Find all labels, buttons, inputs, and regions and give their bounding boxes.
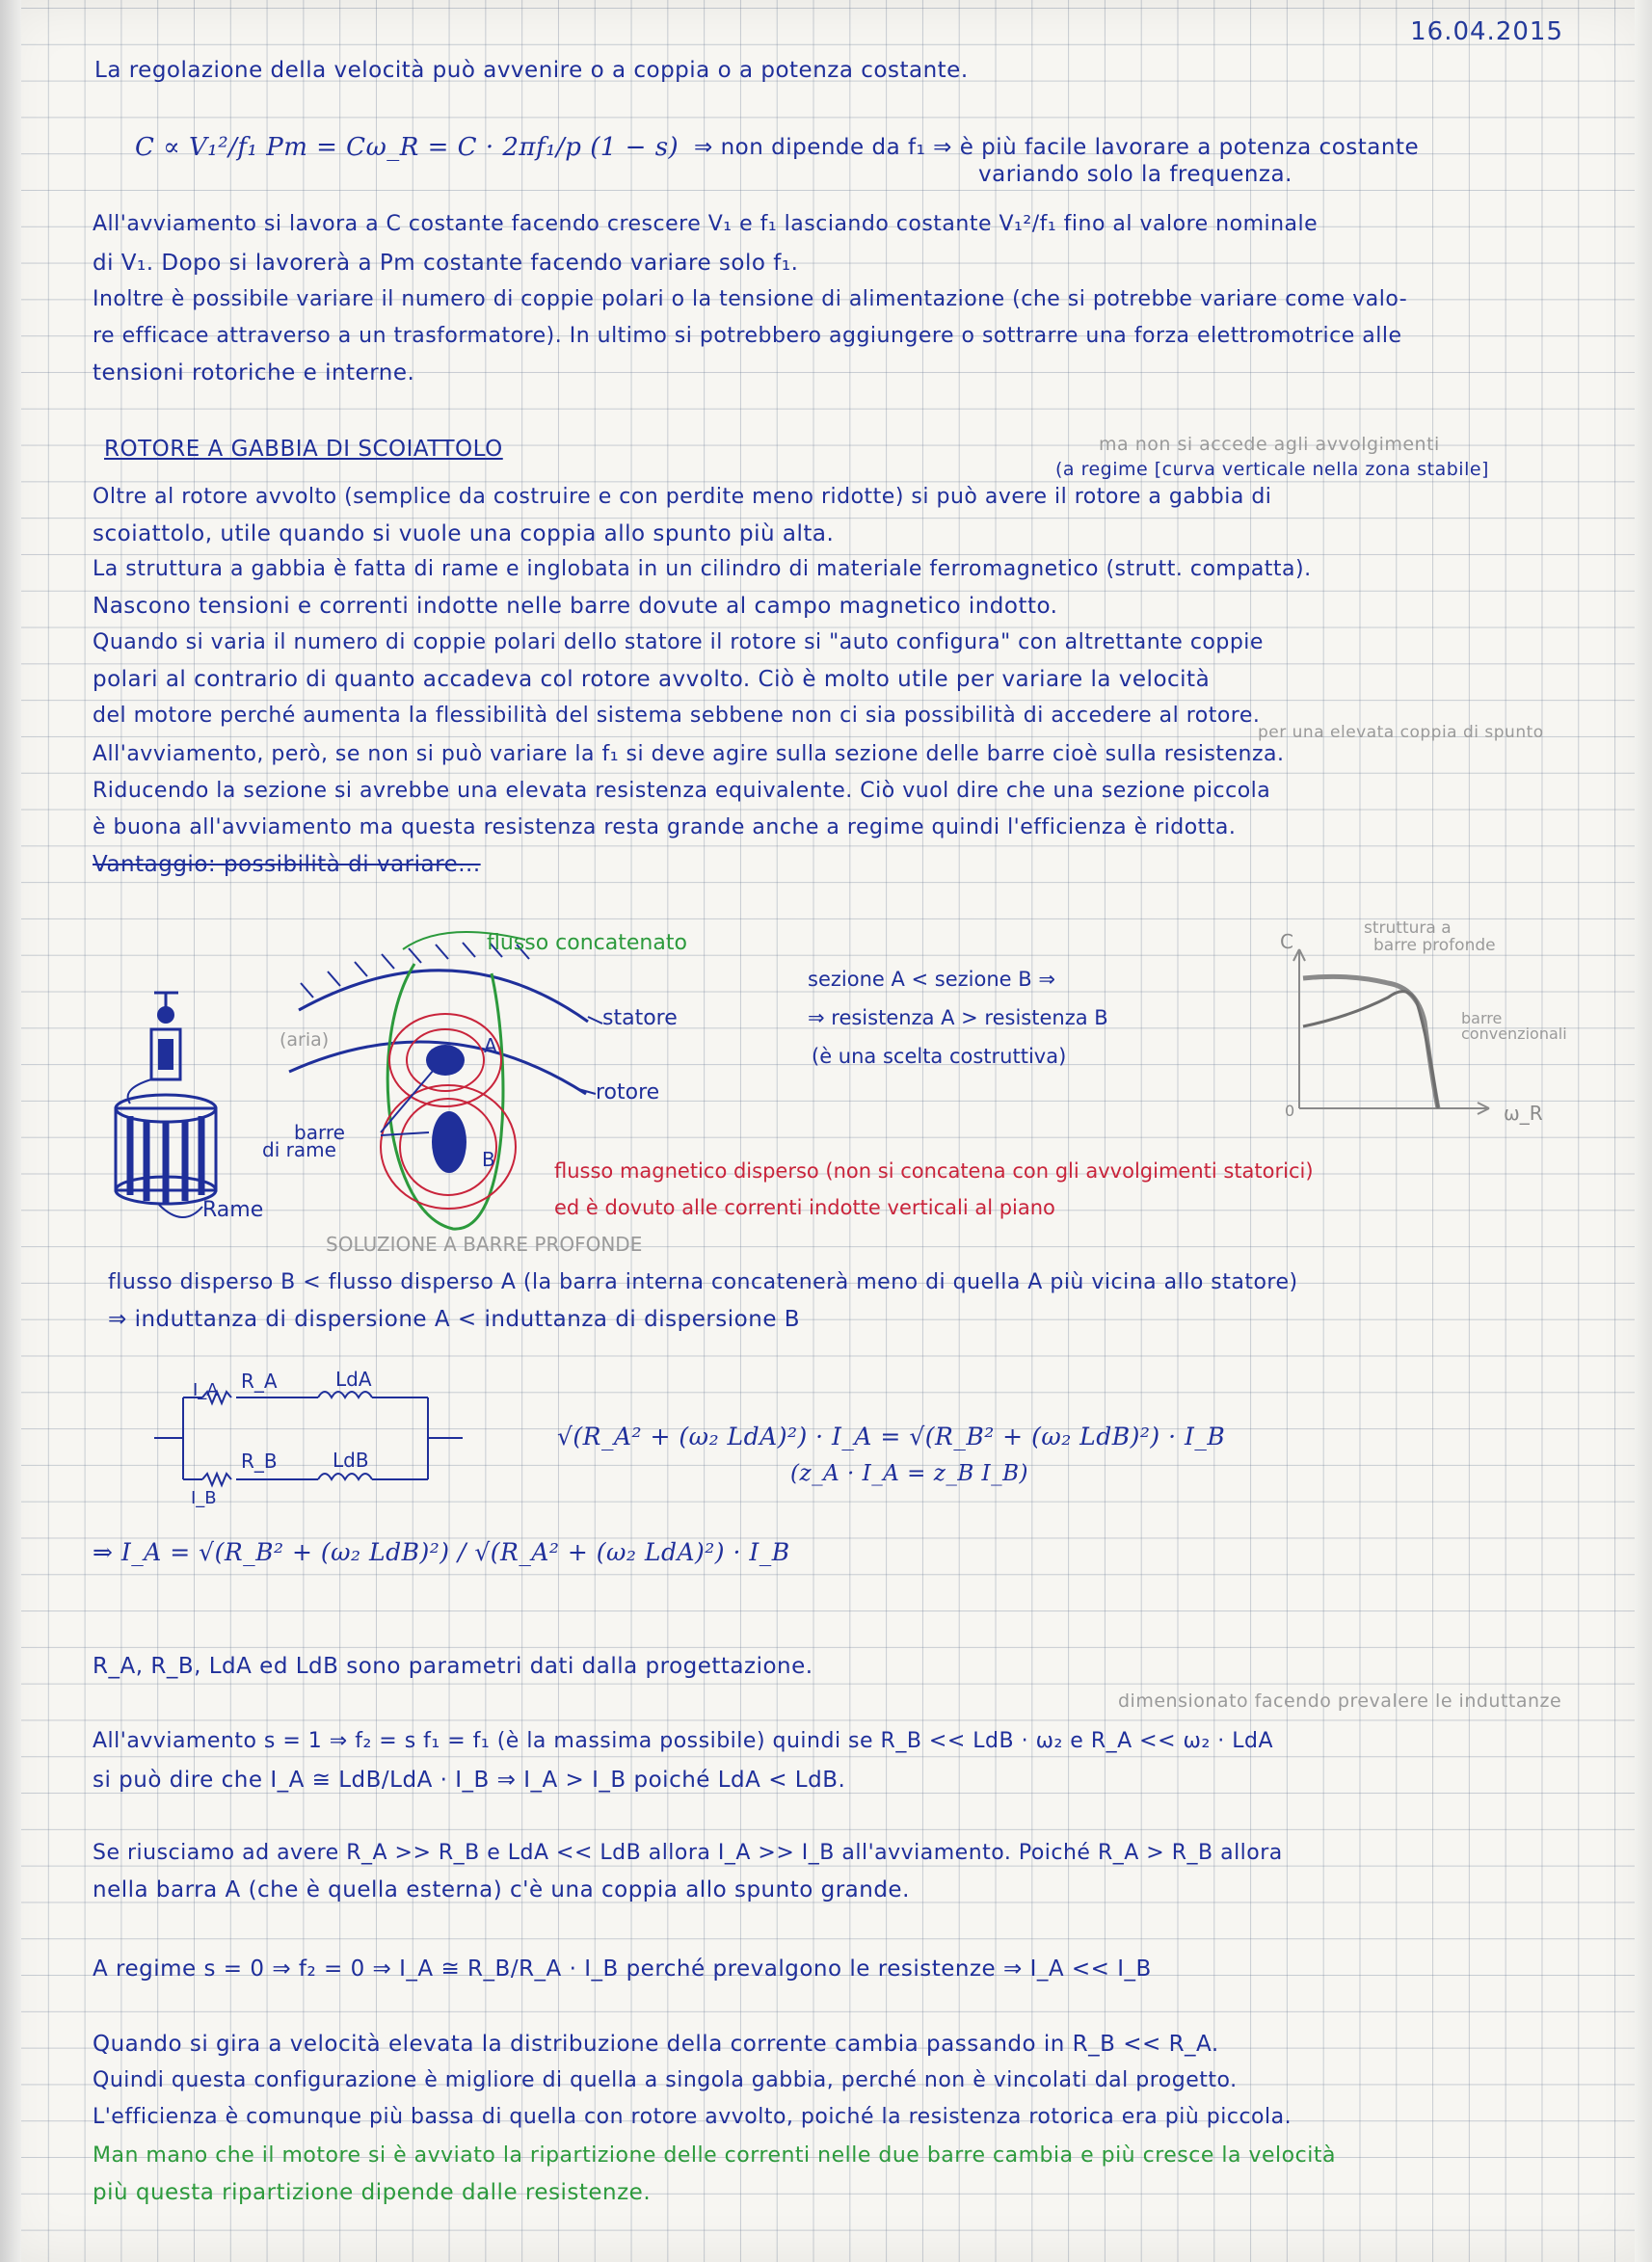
cage-line-4: Nascono tensioni e correnti indotte nelle barre dovute al campo magnetico indotto. (93, 594, 1058, 619)
page-date: 16.04.2015 (1410, 17, 1563, 46)
graph-deep-label-1: struttura a (1364, 918, 1452, 938)
intro-paragraph-2: di V₁. Dopo si lavorerà a Pm costante facendo variare solo f₁. (93, 251, 799, 276)
rotor-label: rotore (596, 1080, 660, 1104)
formula-comment-2: variando solo la frequenza. (978, 162, 1292, 187)
intro-paragraph-4: re efficace attraverso a un trasformatore). In ultimo si potrebbero aggiungere o sottrarre una forza elettromotrice alle (93, 324, 1402, 348)
cage-line-8: All'avviamento, però, se non si può variare la f₁ si deve agire sulla sezione delle barre cioè sulla resistenza. (93, 742, 1285, 766)
equivalent-circuit (154, 1392, 463, 1485)
formula-comment-1: ⇒ non dipende da f₁ ⇒ è più facile lavorare a potenza costante (694, 135, 1420, 160)
circuit-ra: R_A (241, 1370, 278, 1393)
cage-line-5: Quando si varia il numero di coppie polari dello statore il rotore si "auto configura" con altrettante coppie (93, 630, 1264, 654)
cage-line-7: del motore perché aumenta la flessibilità del sistema sebbene non ci sia possibilità di accedere al rotore. (93, 704, 1261, 728)
section-compare-2: ⇒ resistenza A > resistenza B (808, 1006, 1108, 1029)
cage-line-10: è buona all'avviamento ma questa resistenza resta grande anche a regime quindi l'efficienza è ridotta. (93, 815, 1237, 839)
pencil-note-inductance: dimensionato facendo prevalere le induttanze (1118, 1690, 1562, 1712)
pencil-note-access: ma non si accede agli avvolgimenti (1099, 434, 1440, 455)
section-compare-3: (è una scelta costruttiva) (812, 1045, 1067, 1068)
current-equation: √(R_A² + (ω₂ LdA)²) · I_A = √(R_B² + (ω₂ LdB)²) · I_B (557, 1423, 1226, 1450)
resistance-line-1: Se riusciamo ad avere R_A >> R_B e LdA << LdB allora I_A >> I_B all'avviamento. Poiché R_A > R_B allora (93, 1841, 1283, 1865)
regime-line: A regime s = 0 ⇒ f₂ = 0 ⇒ I_A ≅ R_B/R_A · I_B perché prevalgono le resistenze ⇒ I_A << I_B (93, 1956, 1152, 1982)
conventional-curve (1303, 992, 1438, 1108)
leak-compare-1: flusso disperso B < flusso disperso A (la barra interna concatenerà meno di quella A più vicina allo statore) (108, 1270, 1298, 1294)
leakage-label-2: ed è dovuto alle correnti indotte verticali al piano (554, 1196, 1055, 1219)
startup-line-2: si può dire che I_A ≅ LdB/LdA · I_B ⇒ I_A > I_B poiché LdA < LdB. (93, 1768, 846, 1793)
ending-line-2: Quindi questa configurazione è migliore di quella a singola gabbia, perché non è vincolati dal progetto. (93, 2068, 1238, 2092)
flux-label: flusso concatenato (487, 931, 687, 955)
cage-line-crossed: Vantaggio: possibilità di variare... (93, 852, 481, 877)
graph-axis-y: C (1280, 930, 1293, 953)
green-note-1: Man mano che il motore si è avviato la ripartizione delle correnti nelle due barre cambia e più cresce la velocità (93, 2143, 1336, 2168)
bar-b (432, 1111, 466, 1173)
circuit-ldb: LdB (333, 1449, 369, 1472)
deep-bar-curve (1303, 976, 1438, 1108)
cage-line-9: Riducendo la sezione si avrebbe una elevata resistenza equivalente. Ciò vuol dire che una sezione piccola (93, 779, 1271, 803)
air-label: (aria) (280, 1029, 330, 1051)
parameters-line: R_A, R_B, LdA ed LdB sono parametri dati dalla progettazione. (93, 1654, 813, 1679)
torque-speed-graph (1293, 949, 1489, 1114)
circuit-rb: R_B (241, 1450, 278, 1473)
leakage-label-1: flusso magnetico disperso (non si concatena con gli avvolgimenti statorici) (554, 1159, 1314, 1183)
startup-line-1: All'avviamento s = 1 ⇒ f₂ = s f₁ = f₁ (è la massima possibile) quindi se R_B << LdB · ω₂ e R_A << ω₂ · LdA (93, 1729, 1274, 1753)
section-compare-1: sezione A < sezione B ⇒ (808, 968, 1055, 991)
ending-line-1: Quando si gira a velocità elevata la distribuzione della corrente cambia passando in R_B << R_A. (93, 2032, 1219, 2057)
ia-equation: ⇒ I_A = √(R_B² + (ω₂ LdB)²) / √(R_A² + (ω₂ LdA)²) · I_B (93, 1538, 790, 1566)
cage-line-2: scoiattolo, utile quando si vuole una coppia allo spunto più alta. (93, 521, 835, 546)
intro-line-1: La regolazione della velocità può avvenire o a coppia o a potenza costante. (94, 58, 969, 83)
pencil-note-spunto: per una elevata coppia di spunto (1258, 723, 1544, 742)
bars-label-2: di rame (262, 1138, 336, 1161)
circuit-ia: I_A (193, 1380, 219, 1400)
circuit-lda: LdA (335, 1368, 372, 1391)
intro-paragraph-3: Inoltre è possibile variare il numero di coppie polari o la tensione di alimentazione (che si potrebbe variare come valo- (93, 287, 1408, 311)
resistance-line-2: nella barra A (che è quella esterna) c'è una coppia allo spunto grande. (93, 1877, 910, 1903)
cage-line-6: polari al contrario di quanto accadeva col rotore avvolto. Ciò è molto utile per variare la velocità (93, 667, 1211, 692)
graph-axis-x: ω_R (1504, 1102, 1543, 1125)
circuit-ib: I_B (191, 1488, 217, 1508)
stator-label: statore (602, 1006, 678, 1030)
bar-b-label: B (482, 1148, 495, 1171)
impedance-equation: (z_A · I_A = z_B I_B) (790, 1461, 1029, 1486)
solution-label: SOLUZIONE A BARRE PROFONDE (326, 1233, 643, 1256)
cage-line-1: Oltre al rotore avvolto (semplice da costruire e con perdite meno ridotte) si può avere il rotore a gabbia di (93, 485, 1272, 509)
intro-paragraph-5: tensioni rotoriche e interne. (93, 360, 415, 386)
bar-a-label: A (484, 1034, 497, 1057)
graph-conv-label-1: barre (1461, 1009, 1503, 1027)
leak-compare-2: ⇒ induttanza di dispersione A < induttanza di dispersione B (108, 1307, 801, 1332)
power-formula: C ∝ V₁²/f₁ Pm = Cω_R = C · 2πf₁/p (1 − s) (135, 133, 679, 162)
ending-line-3: L'efficienza è comunque più bassa di quella con rotore avvolto, poiché la resistenza rotorica era più piccola. (93, 2105, 1292, 2129)
note-regime: (a regime [curva verticale nella zona stabile] (1055, 459, 1489, 480)
section-heading: ROTORE A GABBIA DI SCOIATTOLO (104, 437, 503, 462)
green-note-2: più questa ripartizione dipende dalle resistenze. (93, 2180, 652, 2205)
graph-deep-label-2: barre profonde (1373, 936, 1496, 955)
intro-paragraph-1: All'avviamento si lavora a C costante facendo crescere V₁ e f₁ lasciando costante V₁²/f₁ fino al valore nominale (93, 212, 1319, 236)
cage-rotor-sketch (116, 993, 216, 1217)
cage-line-3: La struttura a gabbia è fatta di rame e inglobata in un cilindro di materiale ferromagnetico (strutt. compatta). (93, 557, 1312, 581)
copper-label: Rame (202, 1198, 264, 1222)
graph-conv-label-2: convenzionali (1461, 1025, 1567, 1043)
graph-origin: 0 (1285, 1102, 1295, 1120)
bars-label-1: barre (294, 1121, 345, 1144)
